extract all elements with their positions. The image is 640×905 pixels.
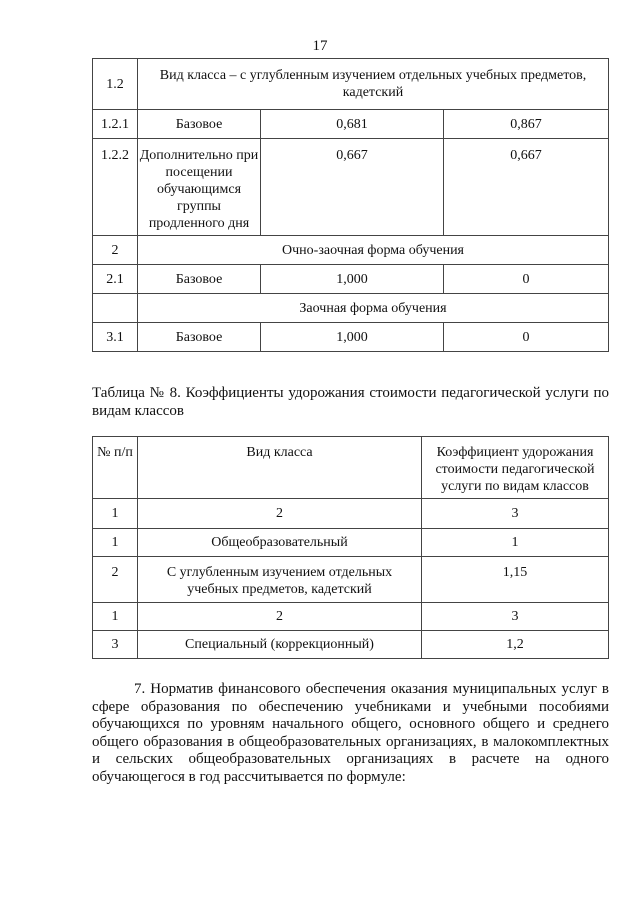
row-name: Базовое: [138, 265, 261, 294]
header-class-type: Вид класса: [138, 437, 422, 499]
section-heading: Вид класса – с углубленным изучением отдельных учебных предметов, кадетский: [138, 59, 609, 110]
cell-coefficient: 1,2: [422, 631, 609, 659]
table-8-caption: Таблица № 8. Коэффициенты удорожания стоимости педагогической услуги по видам классов: [92, 385, 609, 419]
table-row: [93, 557, 609, 603]
table-row: [93, 236, 609, 265]
row-value-1: 0,667: [261, 139, 444, 236]
table-row: [93, 110, 609, 139]
cell-coefficient: 1: [422, 529, 609, 557]
cell-class-type: Общеобразовательный: [138, 529, 422, 557]
row-number: 1.2.2: [93, 139, 138, 236]
header-coefficient: Коэффициент удорожания стоимости педагогической услуги по видам классов: [422, 437, 609, 499]
cell-class-type: 2: [138, 499, 422, 529]
row-number: 3.1: [93, 323, 138, 352]
cell-class-type: С углубленным изучением отдельных учебных предметов, кадетский: [138, 557, 422, 603]
coefficients-table-continued: [92, 58, 609, 352]
table-row: [93, 59, 609, 110]
section-heading: Заочная форма обучения: [138, 294, 609, 323]
table-row: [93, 631, 609, 659]
cell-number: 3: [93, 631, 138, 659]
cell-number: 1: [93, 603, 138, 631]
cell-coefficient: 1,15: [422, 557, 609, 603]
row-number: 1.2: [93, 59, 138, 110]
row-value-1: 1,000: [261, 323, 444, 352]
table-row: [93, 323, 609, 352]
cell-coefficient: 3: [422, 499, 609, 529]
cell-number: 1: [93, 499, 138, 529]
row-value-2: 0: [444, 323, 609, 352]
row-name: Дополнительно при посещении обучающимся группы продленного дня: [138, 139, 261, 236]
row-name: Базовое: [138, 323, 261, 352]
row-value-2: 0: [444, 265, 609, 294]
section-heading: Очно-заочная форма обучения: [138, 236, 609, 265]
row-value-1: 1,000: [261, 265, 444, 294]
table-row: [93, 529, 609, 557]
table-header-row: [93, 437, 609, 499]
header-number: № п/п: [93, 437, 138, 499]
cell-class-type: 2: [138, 603, 422, 631]
cell-coefficient: 3: [422, 603, 609, 631]
table-row: [93, 265, 609, 294]
table-row: [93, 294, 609, 323]
cell-number: 1: [93, 529, 138, 557]
row-name: Базовое: [138, 110, 261, 139]
paragraph-7: 7. Норматив финансового обеспечения оказания муниципальных услуг в сфере образования по обеспечению учебниками и учебными пособиями обучающихся по уровням начального общего, основного общего и среднего общего образования в общеобразовательных организациях, в малокомплектных и сельских общеобразовательных организациях в расчете на одного обучающегося в год рассчитывается по формуле:: [92, 681, 609, 785]
table-8: [92, 436, 609, 659]
cell-number: 2: [93, 557, 138, 603]
cell-class-type: Специальный (коррекционный): [138, 631, 422, 659]
table-row: [93, 603, 609, 631]
row-value-1: 0,681: [261, 110, 444, 139]
row-number: 2.1: [93, 265, 138, 294]
row-value-2: 0,867: [444, 110, 609, 139]
row-value-2: 0,667: [444, 139, 609, 236]
table-row: [93, 499, 609, 529]
table-row: [93, 139, 609, 236]
row-number: [93, 294, 138, 323]
page-number: 17: [312, 38, 328, 54]
row-number: 2: [93, 236, 138, 265]
row-number: 1.2.1: [93, 110, 138, 139]
